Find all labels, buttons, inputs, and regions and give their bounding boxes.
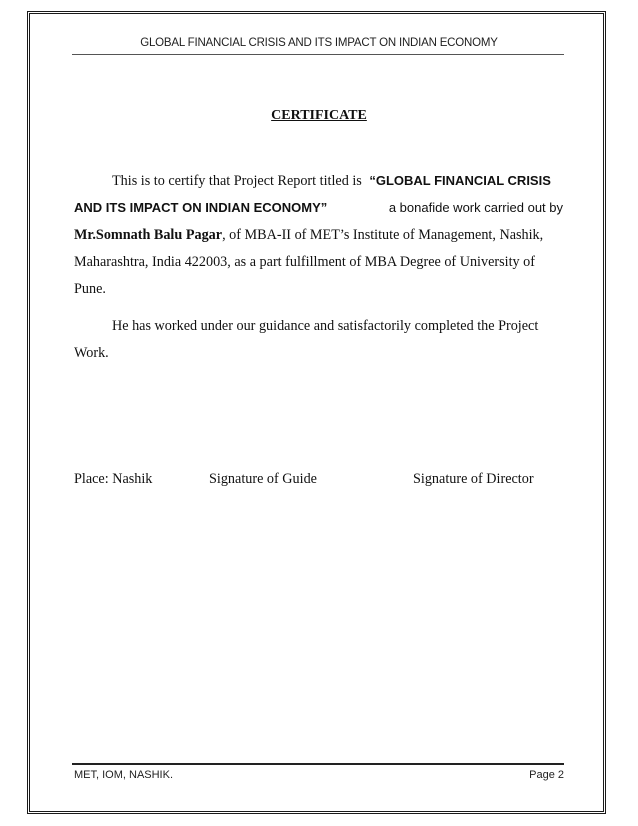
paragraph-line — [74, 227, 563, 244]
paragraph-line: Maharashtra, India 422003, as a part fulfillment of MBA Degree of University of — [74, 254, 535, 270]
footer-rule — [72, 763, 564, 765]
bonafide-text: a bonafide work carried out by — [388, 200, 563, 215]
director-signature-label: Signature of Director — [413, 471, 534, 487]
guide-signature-label: Signature of Guide — [209, 471, 317, 487]
certify-text: This is to certify that Project Report titled is — [112, 173, 362, 189]
paragraph-line — [74, 173, 563, 190]
place-label: Place: Nashik — [74, 471, 153, 487]
guidance-paragraph — [74, 318, 563, 368]
footer-institute: MET, IOM, NASHIK. — [74, 769, 174, 781]
running-header: GLOBAL FINANCIAL CRISIS AND ITS IMPACT ON INDIAN ECONOMY — [140, 37, 498, 49]
student-name: Mr.Somnath Balu Pagar — [74, 227, 223, 243]
project-title-part1: “GLOBAL FINANCIAL CRISIS — [369, 173, 551, 188]
document-title: CERTIFICATE — [271, 108, 367, 123]
header-rule — [72, 54, 564, 55]
paragraph-line — [74, 200, 563, 215]
page-number: Page 2 — [529, 769, 564, 781]
paragraph-line: He has worked under our guidance and satisfactorily completed the Project — [112, 318, 539, 334]
page-border — [27, 11, 606, 814]
paragraph-line: Pune. — [74, 281, 106, 297]
paragraph-line: Work. — [74, 345, 109, 361]
institute-text: , of MBA-II of MET’s Institute of Management, Nashik, — [222, 227, 544, 243]
project-title-part2: AND ITS IMPACT ON INDIAN ECONOMY” — [74, 200, 328, 215]
certificate-paragraph — [74, 173, 563, 297]
